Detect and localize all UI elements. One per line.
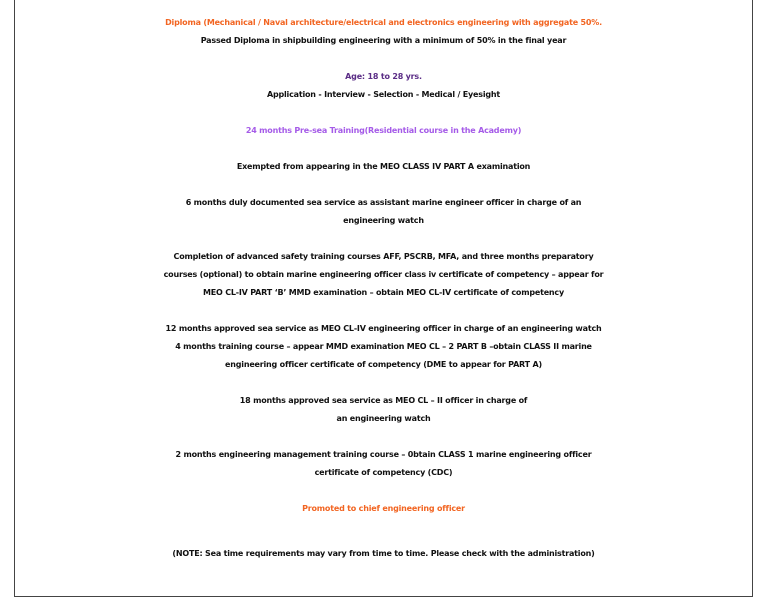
sea-service-line-2: engineering watch [343,216,424,225]
class-ii-line-2: 4 months training course – appear MMD examination MEO CL – 2 PART B –obtain CLASS II marine [175,342,592,351]
class-i-line-1: 2 months engineering management training course – 0btain CLASS 1 marine engineering officer [175,450,592,459]
selection-process: Application - Interview - Selection - Medical / Eyesight [266,90,501,99]
note-block [14,546,753,562]
class-ii-sea-service-line-2: an engineering watch [336,414,431,423]
class-i-block [14,446,753,482]
safety-training-block [14,248,753,302]
safety-training-line-2: courses (optional) to obtain marine engineering officer class iv certificate of competency – appear for [163,270,604,279]
safety-training-line-3: MEO CL-IV PART ‘B’ MMD examination – obtain MEO CL-IV certificate of competency [202,288,564,297]
note-text: (NOTE: Sea time requirements may vary from time to time. Please check with the administration) [172,549,595,558]
promotion-text: Promoted to chief engineering officer [302,504,465,513]
exemption-block [14,158,753,176]
career-path-document [14,14,753,562]
class-ii-block [14,320,753,374]
eligibility-block [14,14,753,50]
class-ii-line-3: engineering officer certificate of competency (DME to appear for PART A) [225,360,542,369]
sea-service-line-1: 6 months duly documented sea service as assistant marine engineer officer in charge of an [185,198,582,207]
class-ii-line-1: 12 months approved sea service as MEO CL-IV engineering officer in charge of an engineering watch [165,324,602,333]
exemption-text: Exempted from appearing in the MEO CLASS IV PART A examination [236,162,531,171]
diploma-requirement: Diploma (Mechanical / Naval architecture/electrical and electronics engineering with aggregate 50%. [165,18,602,27]
class-ii-sea-service-block [14,392,753,428]
pre-sea-training-block [14,122,753,140]
safety-training-line-1: Completion of advanced safety training courses AFF, PSCRB, MFA, and three months preparatory [173,252,594,261]
sea-service-block [14,194,753,230]
age-requirement: Age: 18 to 28 yrs. [345,72,422,81]
class-ii-sea-service-line-1: 18 months approved sea service as MEO CL – II officer in charge of [239,396,528,405]
class-i-line-2: certificate of competency (CDC) [314,468,453,477]
promotion-block [14,500,753,518]
shipbuilding-requirement: Passed Diploma in shipbuilding engineering with a minimum of 50% in the final year [200,36,567,45]
age-block [14,68,753,104]
pre-sea-training: 24 months Pre-sea Training(Residential course in the Academy) [245,126,522,135]
